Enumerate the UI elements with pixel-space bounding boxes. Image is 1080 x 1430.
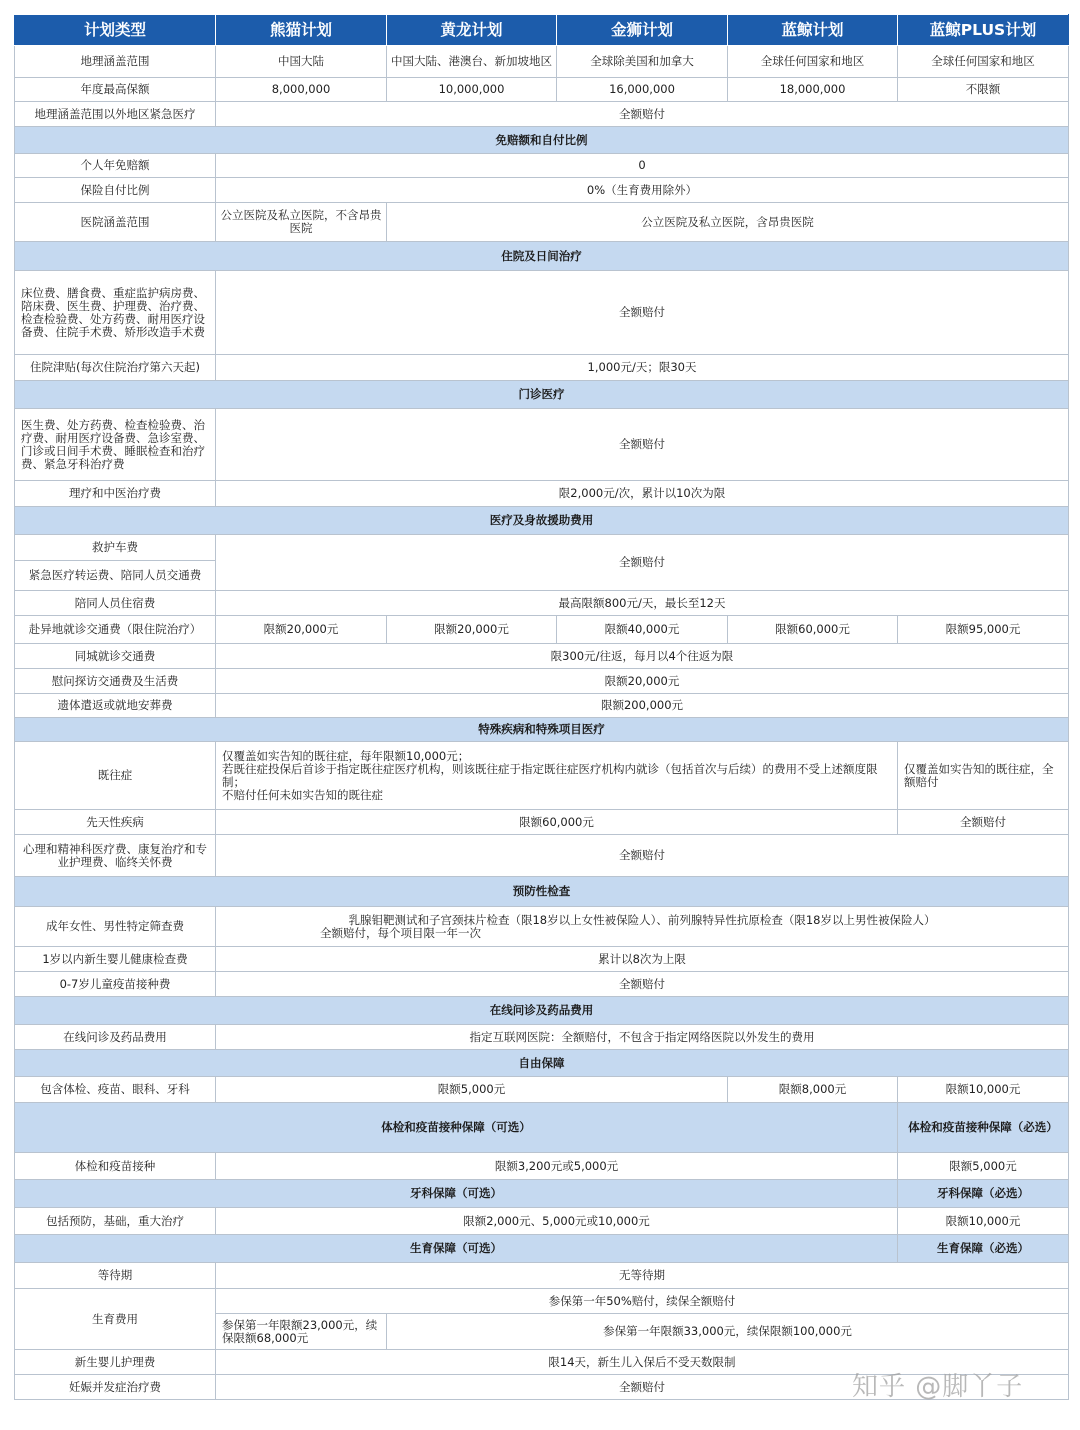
section-title: 免赔额和自付比例 [15, 127, 1069, 154]
cell-value: 不限额 [898, 78, 1069, 102]
table-row [15, 835, 1069, 877]
section-row [15, 1050, 1069, 1077]
table-row [15, 644, 1069, 669]
table-row [15, 409, 1069, 481]
section-title: 医疗及身故援助费用 [15, 507, 1069, 535]
row-label: 赴异地就诊交通费（限住院治疗） [15, 616, 216, 644]
section-row [15, 718, 1069, 742]
section-row [15, 242, 1069, 271]
table-row [15, 669, 1069, 694]
cell-value: 全球任何国家和地区 [728, 46, 898, 78]
table-row [15, 972, 1069, 997]
table-row [15, 481, 1069, 507]
cell-value: 全额赔付 [216, 1375, 1069, 1400]
cell-value: 限额2,000元、5,000元或10,000元 [216, 1208, 898, 1235]
table-row [15, 1077, 1069, 1103]
cell-value: 0%（生育费用除外） [216, 178, 1069, 203]
header-lanjing-plan: 蓝鲸计划 [728, 15, 898, 46]
cell-value: 参保第一年限额23,000元，续保限额68,000元 [216, 1314, 387, 1350]
row-label: 成年女性、男性特定筛查费 [15, 907, 216, 947]
screening-details [216, 907, 1069, 947]
preexisting-line: 若既往症投保后首诊于指定既往症医疗机构，则该既往症于指定既往症医疗机构内就诊（包括首次与后续）的费用不受上述额度限制； [222, 761, 878, 789]
row-label: 个人年免赔额 [15, 154, 216, 178]
cell-value: 中国大陆 [216, 46, 387, 78]
row-label: 住院津贴(每次住院治疗第六天起) [15, 355, 216, 381]
cell-value: 全额赔付 [216, 835, 1069, 877]
section-title: 住院及日间治疗 [15, 242, 1069, 271]
cell-value: 限额20,000元 [216, 669, 1069, 694]
header-lanjing-plus-plan: 蓝鲸PLUS计划 [898, 15, 1069, 46]
cell-value: 限14天，新生儿入保后不受天数限制 [216, 1350, 1069, 1375]
table-row [15, 154, 1069, 178]
table-row [15, 355, 1069, 381]
row-label: 既往症 [15, 742, 216, 810]
table-row [15, 203, 1069, 242]
row-label: 遗体遣返或就地安葬费 [15, 694, 216, 718]
cell-value: 全额赔付 [898, 810, 1069, 835]
cell-value: 限额10,000元 [898, 1208, 1069, 1235]
table-row [15, 1263, 1069, 1289]
row-label: 医院涵盖范围 [15, 203, 216, 242]
header-plan-type: 计划类型 [15, 15, 216, 46]
table-row [15, 810, 1069, 835]
row-label: 0-7岁儿童疫苗接种费 [15, 972, 216, 997]
section-title: 体检和疫苗接种保障（必选） [898, 1103, 1069, 1153]
cell-value: 限额3,200元或5,000元 [216, 1153, 898, 1180]
section-title: 生育保障（可选） [15, 1235, 898, 1263]
cell-value: 全额赔付 [216, 102, 1069, 127]
section-title: 预防性检查 [15, 877, 1069, 907]
row-label: 地理涵盖范围以外地区紧急医疗 [15, 102, 216, 127]
table-row [15, 46, 1069, 78]
row-label: 新生婴儿护理费 [15, 1350, 216, 1375]
cell-value: 8,000,000 [216, 78, 387, 102]
section-row [15, 507, 1069, 535]
cell-value: 限额8,000元 [728, 1077, 898, 1103]
section-row [15, 877, 1069, 907]
row-label: 在线问诊及药品费用 [15, 1025, 216, 1050]
cell-value: 10,000,000 [387, 78, 557, 102]
cell-value: 1,000元/天；限30天 [216, 355, 1069, 381]
table-row [15, 616, 1069, 644]
cell-value: 公立医院及私立医院，不含昂贵医院 [216, 203, 387, 242]
cell-value: 全额赔付 [216, 409, 1069, 481]
row-label: 慰问探访交通费及生活费 [15, 669, 216, 694]
row-label: 生育费用 [15, 1289, 216, 1350]
cell-value: 参保第一年50%赔付，续保全额赔付 [216, 1289, 1069, 1314]
row-label: 紧急医疗转运费、陪同人员交通费 [15, 561, 216, 591]
table-row [15, 694, 1069, 718]
table-row [15, 1025, 1069, 1050]
cell-value: 限额5,000元 [216, 1077, 728, 1103]
cell-value: 限额10,000元 [898, 1077, 1069, 1103]
cell-value: 限额60,000元 [728, 616, 898, 644]
section-title: 牙科保障（必选） [898, 1180, 1069, 1208]
cell-value: 限2,000元/次，累计以10次为限 [216, 481, 1069, 507]
cell-value: 限额20,000元 [216, 616, 387, 644]
row-label: 妊娠并发症治疗费 [15, 1375, 216, 1400]
section-row [15, 127, 1069, 154]
table-row [15, 1289, 1069, 1314]
row-label: 年度最高保额 [15, 78, 216, 102]
section-row [15, 381, 1069, 409]
table-row [15, 947, 1069, 972]
row-label: 1岁以内新生婴儿健康检查费 [15, 947, 216, 972]
row-label: 保险自付比例 [15, 178, 216, 203]
table-row [15, 271, 1069, 355]
header-huanglong-plan: 黄龙计划 [387, 15, 557, 46]
cell-value: 指定互联网医院：全额赔付，不包含于指定网络医院以外发生的费用 [216, 1025, 1069, 1050]
section-title: 生育保障（必选） [898, 1235, 1069, 1263]
table-row [15, 178, 1069, 203]
row-label: 体检和疫苗接种 [15, 1153, 216, 1180]
cell-value: 累计以8次为上限 [216, 947, 1069, 972]
cell-value: 限额200,000元 [216, 694, 1069, 718]
screening-line: 乳腺钼靶测试和子宫颈抹片检查（限18岁以上女性被保险人）、前列腺特异性抗原检查（限18岁以上男性被保险人） [348, 912, 936, 927]
row-label: 陪同人员住宿费 [15, 591, 216, 616]
table-row [15, 78, 1069, 102]
section-title: 自由保障 [15, 1050, 1069, 1077]
preexisting-line: 不赔付任何未如实告知的既往症 [222, 787, 383, 802]
row-label: 医生费、处方药费、检查检验费、治疗费、耐用医疗设备费、急诊室费、门诊或日间手术费、睡眠检查和治疗费、紧急牙科治疗费 [15, 409, 216, 481]
cell-value: 无等待期 [216, 1263, 1069, 1289]
table-row [15, 102, 1069, 127]
cell-value: 最高限额800元/天，最长至12天 [216, 591, 1069, 616]
preexisting-line: 仅覆盖如实告知的既往症，每年限额10,000元； [222, 748, 470, 763]
table-row [15, 742, 1069, 810]
watermark-text: 知乎 @脚丫子 [852, 1372, 1024, 1402]
cell-value: 全球任何国家和地区 [898, 46, 1069, 78]
cell-value: 18,000,000 [728, 78, 898, 102]
cell-value: 参保第一年限额33,000元，续保限额100,000元 [387, 1314, 1069, 1350]
table-row [15, 907, 1069, 947]
cell-value: 公立医院及私立医院，含昂贵医院 [387, 203, 1069, 242]
table-row [15, 1153, 1069, 1180]
row-label: 同城就诊交通费 [15, 644, 216, 669]
header-panda-plan: 熊猫计划 [216, 15, 387, 46]
row-label: 地理涵盖范围 [15, 46, 216, 78]
screening-line: 全额赔付，每个项目限一年一次 [320, 925, 481, 940]
cell-value: 全额赔付 [216, 535, 1069, 591]
cell-value: 全额赔付 [216, 972, 1069, 997]
table-row [15, 535, 1069, 561]
cell-value: 限额20,000元 [387, 616, 557, 644]
cell-value: 全球除美国和加拿大 [557, 46, 728, 78]
header-jinshi-plan: 金狮计划 [557, 15, 728, 46]
section-row [15, 1235, 1069, 1263]
cell-value: 限额95,000元 [898, 616, 1069, 644]
cell-value: 仅覆盖如实告知的既往症，全额赔付 [898, 742, 1069, 810]
row-label: 包括预防，基础，重大治疗 [15, 1208, 216, 1235]
preexisting-details [216, 742, 898, 810]
section-title: 在线问诊及药品费用 [15, 997, 1069, 1025]
cell-value: 限额5,000元 [898, 1153, 1069, 1180]
section-row [15, 997, 1069, 1025]
row-label: 先天性疾病 [15, 810, 216, 835]
row-label: 救护车费 [15, 535, 216, 561]
section-title: 体检和疫苗接种保障（可选） [15, 1103, 898, 1153]
section-row [15, 1103, 1069, 1153]
cell-value: 限300元/往返，每月以4个往返为限 [216, 644, 1069, 669]
section-title: 牙科保障（可选） [15, 1180, 898, 1208]
plan-comparison-table [14, 14, 1069, 1400]
cell-value: 0 [216, 154, 1069, 178]
cell-value: 中国大陆、港澳台、新加坡地区 [387, 46, 557, 78]
cell-value: 限额40,000元 [557, 616, 728, 644]
row-label: 包含体检、疫苗、眼科、牙科 [15, 1077, 216, 1103]
row-label: 床位费、膳食费、重症监护病房费、陪床费、医生费、护理费、治疗费、检查检验费、处方药费、耐用医疗设备费、住院手术费、矫形改造手术费 [15, 271, 216, 355]
cell-value: 限额60,000元 [216, 810, 898, 835]
cell-value: 全额赔付 [216, 271, 1069, 355]
section-title: 特殊疾病和特殊项目医疗 [15, 718, 1069, 742]
cell-value: 16,000,000 [557, 78, 728, 102]
table-row [15, 591, 1069, 616]
table-row [15, 1208, 1069, 1235]
header-row [15, 15, 1069, 46]
row-label: 心理和精神科医疗费、康复治疗和专业护理费、临终关怀费 [15, 835, 216, 877]
row-label: 理疗和中医治疗费 [15, 481, 216, 507]
section-title: 门诊医疗 [15, 381, 1069, 409]
section-row [15, 1180, 1069, 1208]
row-label: 等待期 [15, 1263, 216, 1289]
